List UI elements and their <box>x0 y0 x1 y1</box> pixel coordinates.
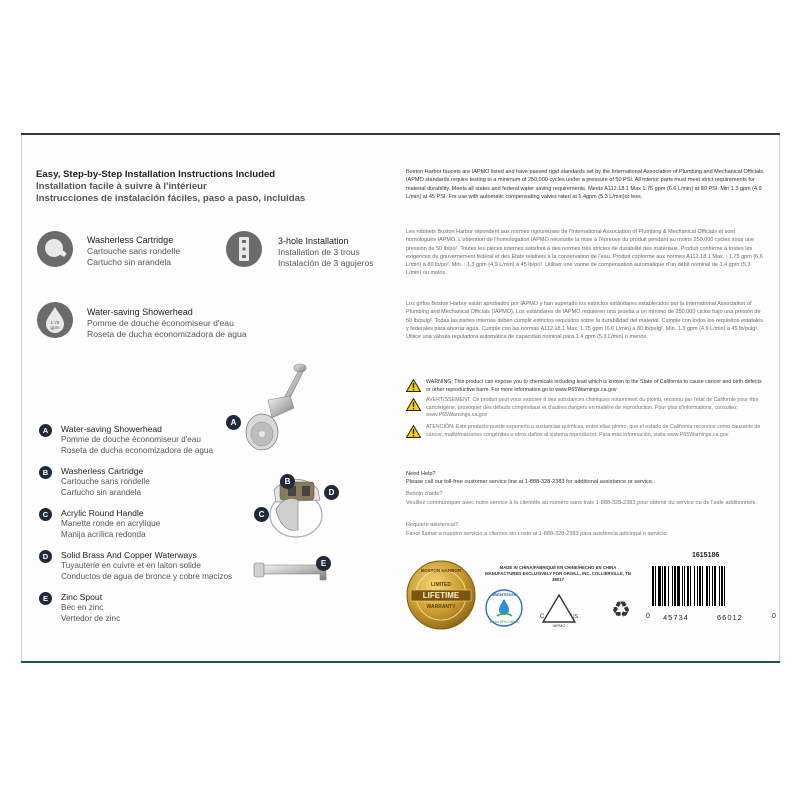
help-text-english: Please call our toll-free customer service line at 1-888-328-2383 for additional assistance or service. <box>406 479 654 485</box>
panel-bottom-border <box>21 661 780 663</box>
feature-french: Pomme de douche économiseur d'eau <box>87 318 234 328</box>
washerless-cartridge-icon <box>37 231 73 267</box>
recycle-icon: ♻ <box>611 597 631 622</box>
barcode-bar <box>724 566 725 606</box>
barcode-bar <box>677 566 680 606</box>
part-title: Solid Brass And Copper Waterways <box>61 550 197 560</box>
barcode-bar <box>662 566 663 606</box>
seal-line3: WARRANTY <box>426 604 456 610</box>
part-badge: A <box>39 424 52 437</box>
barcode <box>652 566 770 606</box>
iapmo-paragraph-spanish: Los grifos Boston Harbor están aprobados por IAPMO y han superado los estrictos estándares establecidos por la International Association of Plumbing and Mechanical Officials (IAPMO). Los estándares de IAPMO requieren una prueba a un mínimo de 250,000 ciclos bajo una presión de 50 lb/pulg². Todas las partes internas deben cumplir estrictos requisitos sobre la durabilidad del material. Cumple con todos los requisitos estatales y federales para ahorrar agua. Cumple con las normas A112.18.1 Max. 1.75 gpm (6.6 L/min) a 80 lb/pulg². Min. 1.3 gpm (4.9 L/min) a 45 lb/pulg². Utilice una válvula reguladora automática de capacidad nominal para 1.4 gpm (5.3 L/min) o menos. <box>406 301 763 341</box>
heading-spanish: Instrucciones de instalación fáciles, paso a paso, incluidas <box>36 193 306 204</box>
feature-title: Water-saving Showerhead <box>87 307 193 317</box>
barcode-bar <box>655 566 656 606</box>
seal-line1: LIMITED <box>431 582 451 588</box>
watersense-logo <box>484 588 524 630</box>
feature-french: Cartouche sans rondelle <box>87 246 181 256</box>
barcode-bar <box>712 566 713 606</box>
barcode-bar <box>721 566 723 606</box>
barcode-bar <box>682 566 683 606</box>
barcode-bar <box>706 566 708 606</box>
cert-bottom: IAPMO <box>552 623 566 628</box>
warning-triangle-icon <box>406 398 421 411</box>
part-french: Manette ronde en acrylique <box>61 519 161 528</box>
cert-left: C <box>540 614 545 620</box>
barcode-bar <box>652 566 654 606</box>
part-french: Cartouche sans rondelle <box>61 477 150 486</box>
part-spanish: Cartucho sin arandela <box>61 488 142 497</box>
warning-triangle-icon <box>406 425 421 438</box>
barcode-digits-right: 66012 <box>717 613 743 622</box>
made-in-china-text: MADE IN CHINA/FABRIQUÉ EN CHINE/HECHO EN CHINA MANUFACTURED EXCLUSIVELY FOR ORGILL, INC. COLLIERVILLE, TN 38017 <box>485 565 631 582</box>
diagram-label-a: A <box>226 415 241 430</box>
barcode-bar <box>658 566 661 606</box>
upc-certification-icon <box>540 592 578 628</box>
part-spanish: Manija acrílica redonda <box>61 530 146 539</box>
barcode-bar <box>690 566 691 606</box>
help-question-french: Besoin d'aide? <box>406 491 443 497</box>
help-text-french: Veuillez communiquer avec notre service à la clientèle au numéro sans frais 1-888-328-2383 pour obtenir du service ou de l'aide additionnels. <box>406 500 757 506</box>
part-title: Acrylic Round Handle <box>61 508 144 518</box>
iapmo-paragraph-english: Boston Harbor faucets are IAPMO listed and have passed rigid standards set by the International Association of Plumbing and Mechanical Officials. IAPMO standards require testing to a minimum of 250,000 cycles under a pressure of 50 PSI. All interior parts must meet strict requirements for material durability. Meets all states and federal water saving requirements. Meets A112.18.1 Max 1.75 gpm (6.6 L/min) at 80 PSI. Min 1.3 gpm (4.9 L/min) at 45 PSI. For use with automatic compensating valves rated at 1.4gpm (5.3 L/min)or less. <box>406 169 765 200</box>
barcode-bar <box>687 566 689 606</box>
barcode-bar <box>674 566 676 606</box>
warning-french: AVERTISSEMENT: Ce produit peut vous exposer à des substances chimiques notamment du plomb, reconnu par l'état de Californie pour être cancérigène, provoquer des défauts congénitaux et d'autres dangers en matière de reproduction. Pour plus d'informations, consultez www.P65Warnings.ca.gov <box>426 397 759 419</box>
barcode-bar <box>702 566 703 606</box>
watersense-sub: Meets EPA Criteria <box>489 620 519 624</box>
part-french: Pomme de douche économiseur d'eau <box>61 435 201 444</box>
part-title: Washerless Cartridge <box>61 466 144 476</box>
three-hole-installation-icon <box>226 231 262 267</box>
barcode-digit-trailing: 0 <box>772 613 776 620</box>
feature-spanish: Cartucho sin arandela <box>87 257 172 267</box>
part-french: Bec en zinc <box>61 603 104 612</box>
diagram-label-b: B <box>280 474 295 489</box>
part-badge: B <box>39 466 52 479</box>
feature-title: 3-hole Installation <box>278 236 349 246</box>
barcode-bar <box>709 566 710 606</box>
part-french: Tuyauterie en cuivre et en laiton solide <box>61 561 201 570</box>
feature-spanish: Instalación de 3 agujeros <box>278 258 374 268</box>
barcode-digit-leading: 0 <box>646 613 650 620</box>
barcode-bar <box>694 566 695 606</box>
part-badge: C <box>39 508 52 521</box>
warning-spanish: ATENCIÓN: Este producto puede exponerlo a sustancias químicas, entre ellas plomo, que el estado de California reconoce como causante de cáncer, malformaciones congénitas u otros daños al sistema reproductor. Para más información, visita www.P65Warnings.ca.gov <box>426 424 761 438</box>
heading-english: Easy, Step-by-Step Installation Instructions Included <box>36 169 276 180</box>
feature-spanish: Roseta de ducha economizadora de agua <box>87 329 247 339</box>
drop-gpm-label: 1.75 gpm <box>50 320 60 330</box>
part-badge: D <box>39 550 52 563</box>
help-question-english: Need Help? <box>406 471 436 477</box>
item-number: 1615186 <box>692 552 720 559</box>
barcode-bar <box>719 566 720 606</box>
barcode-digits-left: 45734 <box>663 613 689 622</box>
part-spanish: Conductos de agua de bronce y cobre macizos <box>61 572 233 581</box>
diagram-label-c: C <box>254 507 269 522</box>
lifetime-warranty-seal <box>405 559 477 631</box>
part-title: Zinc Spout <box>61 592 103 602</box>
help-question-spanish: Requiere asistencia? <box>406 522 459 528</box>
barcode-bar <box>699 566 701 606</box>
seal-line2: LIFETIME <box>422 591 460 600</box>
warning-english: WARNING: This product can expose you to chemicals including lead which is known to the State of California to cause cancer and birth defects or other reproductive harm. For more information go to www.P65Warnings.ca.gov <box>426 379 762 393</box>
barcode-bar <box>672 566 673 606</box>
part-badge: E <box>39 592 52 605</box>
iapmo-paragraph-french: Les robinets Boston Harbor répondent aux normes rigoureuses de l'International Association of Plumbing & Mechanical Officials et sont homologués IAPMO. L'obtention de l'homologation IAPMO nécessite la mise à l'épreuve du produit pendant au moins 250,000 cycles sous une pression de 50 lb/po². Toutes les pièces internes satisfont à des normes très strictes de durabilité des matériaux. Produit conforme à toutes les exigences du gouvernement fédéral et des États relatives à la conservation de l'eau. Produit conforme aux normes A112.18.1 Max. : 1,75 gpm (6,6 L/min) à 80 lb/po². Min. : 1,3 gpm (4,9 L/min) à 45 lb/po². Utiliser une vanne de compensation automatique d'un débit nominal de 1,4 gpm (5,3 L/min) ou moins. <box>406 229 763 277</box>
diagram-label-d: D <box>324 485 339 500</box>
feature-title: Washerless Cartridge <box>87 235 174 245</box>
barcode-bar <box>697 566 698 606</box>
part-title: Water-saving Showerhead <box>61 424 162 434</box>
barcode-bar <box>684 566 685 606</box>
feature-french: Installation de 3 trous <box>278 247 360 257</box>
warning-triangle-icon <box>406 379 421 392</box>
watersense-label: WaterSense <box>492 592 516 597</box>
help-text-spanish: Favor llamar a nuestro servicio a clientes sin costo al 1-888-328-2383 para asistencia adicional o servicio. <box>406 531 669 537</box>
cert-right: US <box>571 614 578 620</box>
barcode-bar <box>668 566 669 606</box>
barcode-bar <box>664 566 666 606</box>
seal-brand: BOSTON HARBOR <box>420 568 462 573</box>
diagram-label-e: E <box>316 556 331 571</box>
heading-french: Installation facile à suivre à l'intérieur <box>36 181 207 192</box>
part-spanish: Vertedor de zinc <box>61 614 121 623</box>
barcode-bar <box>714 566 716 606</box>
part-spanish: Roseta de ducha economizadora de agua <box>61 446 214 455</box>
